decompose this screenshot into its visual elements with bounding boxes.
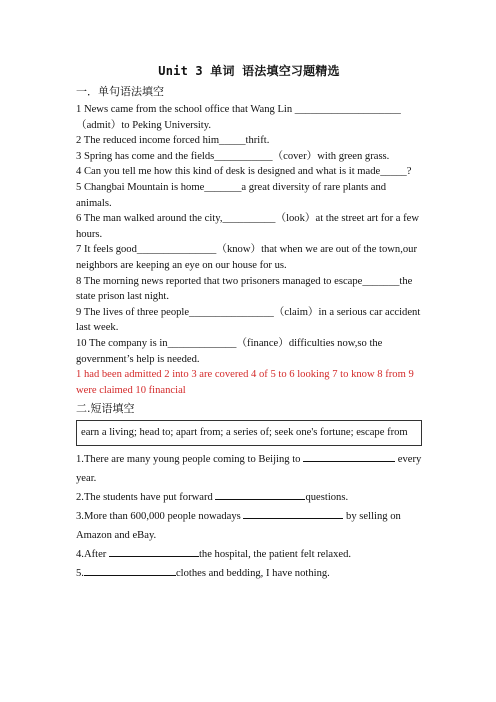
phrase-question-text: 3.More than 600,000 people nowadays: [76, 511, 244, 523]
question-5: 5 Changbai Mountain is home_______a great diversity of rare plants and animals.: [76, 181, 387, 209]
answer-key: 1 had been admitted 2 into 3 are covered 4 of 5 to 6 looking 7 to know 8 from 9 were claimed 10 financial: [76, 369, 414, 396]
phrase-question-text: 2.The students have put forward: [76, 492, 216, 504]
phrase-question-text: every year.: [76, 454, 422, 485]
phrase-question-1: [76, 450, 422, 488]
phrase-question-text: 1.There are many young people coming to Beijing to: [76, 454, 304, 466]
question-4: 4 Can you tell me how this kind of desk is designed and what is it made_____?: [76, 166, 412, 178]
question-6: 6 The man walked around the city,__________（look）at the street art for a few hours.: [76, 213, 420, 240]
phrase-question-5: [76, 564, 422, 583]
question-10: 10 The company is in_____________（finance）difficulties now,so the government’s help is needed.: [76, 337, 383, 365]
answer-blank: [84, 565, 176, 576]
section-heading-grammar: 一．单句语法填空: [76, 85, 164, 98]
answer-blank: [243, 508, 343, 519]
phrase-question-4: [76, 545, 422, 564]
phrase-question-text: the hospital, the patient felt relaxed.: [198, 549, 352, 561]
document-page: [76, 62, 422, 583]
phrase-question-text: 5.: [76, 568, 84, 580]
answer-blank: [215, 489, 305, 500]
section-heading-phrases: 二.短语填空: [76, 402, 135, 416]
page-title: Unit 3 单词 语法填空习题精选: [158, 64, 340, 78]
phrase-question-3: [76, 507, 422, 545]
question-1: 1 News came from the school office that Wang Lin ____________________（admit）to Peking University.: [76, 104, 401, 131]
answer-blank: [303, 451, 395, 462]
phrase-word-box: earn a living; head to; apart from; a series of; seek one's fortune; escape from: [76, 420, 422, 446]
phrase-question-text: by selling on Amazon and eBay.: [76, 511, 401, 542]
phrase-question-text: 4.After: [76, 549, 109, 561]
phrase-question-text: clothes and bedding, I have nothing.: [175, 568, 330, 580]
question-9: 9 The lives of three people________________（claim）in a serious car accident last week.: [76, 306, 421, 334]
phrase-question-2: [76, 488, 422, 507]
question-7: 7 It feels good_______________（know）that when we are out of the town,our neighbors are keeping an eye on our house for us.: [76, 244, 417, 271]
answer-blank: [109, 546, 199, 557]
question-2: 2 The reduced income forced him_____thrift.: [76, 135, 270, 147]
question-8: 8 The morning news reported that two prisoners managed to escape_______the state prison last night.: [76, 275, 413, 303]
phrase-question-text: questions.: [305, 492, 349, 504]
question-3: 3 Spring has come and the fields___________（cover）with green grass.: [76, 150, 390, 162]
